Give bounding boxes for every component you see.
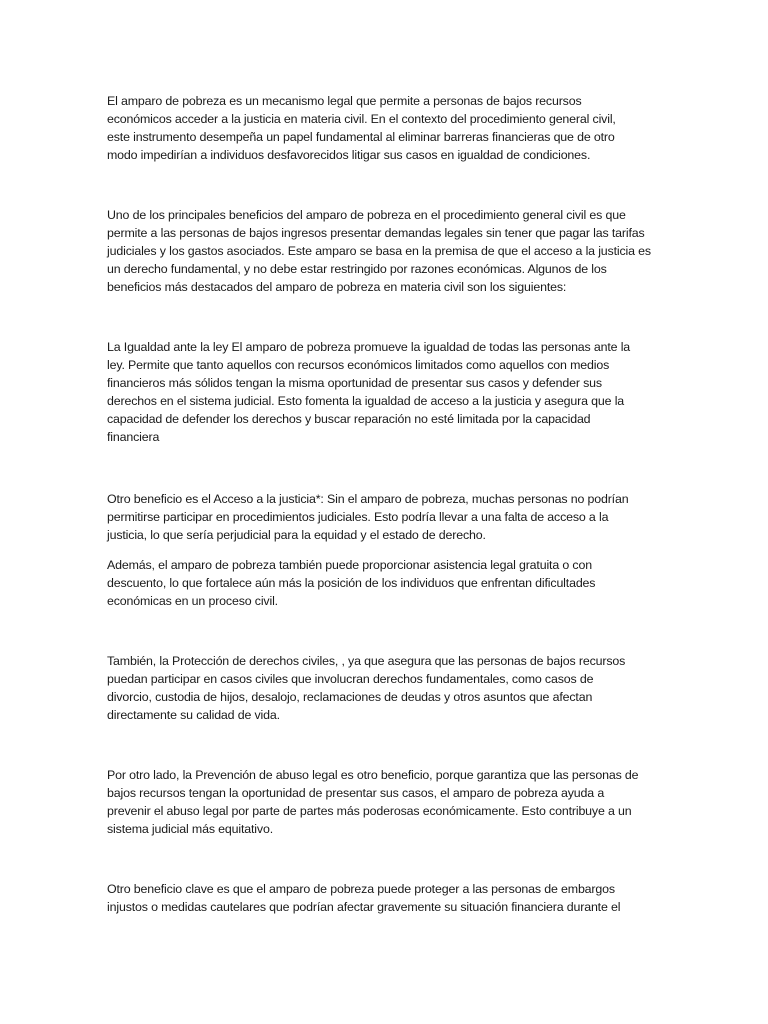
paragraph-2-line-4: un derecho fundamental, y no debe estar restringido por razones económicas. Algunos de los bbox=[107, 262, 607, 276]
paragraph-2-line-1: Uno de los principales beneficios del amparo de pobreza en el procedimiento general civil es que bbox=[107, 208, 626, 222]
paragraph-6-line-4: directamente su calidad de vida. bbox=[107, 708, 280, 722]
paragraph-6-line-2: puedan participar en casos civiles que involucran derechos fundamentales, como casos de bbox=[107, 672, 594, 686]
paragraph-3-line-5: capacidad de defender los derechos y buscar reparación no esté limitada por la capacidad bbox=[107, 412, 591, 426]
paragraph-5-line-2: descuento, lo que fortalece aún más la posición de los individuos que enfrentan dificultades bbox=[107, 576, 596, 590]
paragraph-2-line-2: permite a las personas de bajos ingresos presentar demandas legales sin tener que pagar las tarifas bbox=[107, 226, 645, 240]
paragraph-7-line-3: prevenir el abuso legal por parte de partes más poderosas económicamente. Esto contribuye a un bbox=[107, 804, 632, 818]
paragraph-5-line-1: Además, el amparo de pobreza también puede proporcionar asistencia legal gratuita o con bbox=[107, 558, 592, 572]
paragraph-3-line-3: financieros más sólidos tengan la misma oportunidad de presentar sus casos y defender sus bbox=[107, 376, 602, 390]
paragraph-2-line-3: judiciales y los gastos asociados. Este amparo se basa en la premisa de que el acceso a la justicia es bbox=[107, 244, 651, 258]
paragraph-2-line-5: beneficios más destacados del amparo de pobreza en materia civil son los siguientes: bbox=[107, 280, 567, 294]
paragraph-4-line-1: Otro beneficio es el Acceso a la justicia*: Sin el amparo de pobreza, muchas personas no podrían bbox=[107, 492, 629, 506]
paragraph-4-line-2: permitirse participar en procedimientos judiciales. Esto podría llevar a una falta de acceso a la bbox=[107, 510, 609, 524]
paragraph-3-line-1: La Igualdad ante la ley El amparo de pobreza promueve la igualdad de todas las personas ante la bbox=[107, 340, 631, 354]
paragraph-7-line-2: bajos recursos tengan la oportunidad de presentar sus casos, el amparo de pobreza ayuda a bbox=[107, 786, 605, 800]
paragraph-7-line-4: sistema judicial más equitativo. bbox=[107, 822, 273, 836]
paragraph-7-line-1: Por otro lado, la Prevención de abuso legal es otro beneficio, porque garantiza que las personas de bbox=[107, 768, 639, 782]
paragraph-3-line-4: derechos en el sistema judicial. Esto fomenta la igualdad de acceso a la justicia y asegura que la bbox=[107, 394, 625, 408]
paragraph-5-line-3: económicas en un proceso civil. bbox=[107, 594, 278, 608]
paragraph-4-line-3: justicia, lo que sería perjudicial para la equidad y el estado de derecho. bbox=[107, 528, 486, 542]
paragraph-8-line-1: Otro beneficio clave es que el amparo de pobreza puede proteger a las personas de embargos bbox=[107, 882, 615, 896]
paragraph-1-line-3: este instrumento desempeña un papel fundamental al eliminar barreras financieras que de otro bbox=[107, 130, 615, 144]
paragraph-1-line-1: El amparo de pobreza es un mecanismo legal que permite a personas de bajos recursos bbox=[107, 94, 582, 108]
paragraph-3-line-6: financiera bbox=[107, 430, 160, 444]
paragraph-6-line-1: También, la Protección de derechos civiles, , ya que asegura que las personas de bajos recursos bbox=[107, 654, 626, 668]
paragraph-1-line-4: modo impedirían a individuos desfavorecidos litigar sus casos en igualdad de condiciones. bbox=[107, 148, 591, 162]
paragraph-6-line-3: divorcio, custodia de hijos, desalojo, reclamaciones de deudas y otros asuntos que afectan bbox=[107, 690, 593, 704]
paragraph-1-line-2: económicos acceder a la justicia en materia civil. En el contexto del procedimiento general civil, bbox=[107, 112, 616, 126]
paragraph-8-line-2: injustos o medidas cautelares que podrían afectar gravemente su situación financiera durante el bbox=[107, 900, 621, 914]
paragraph-3-line-2: ley. Permite que tanto aquellos con recursos económicos limitados como aquellos con medios bbox=[107, 358, 610, 372]
